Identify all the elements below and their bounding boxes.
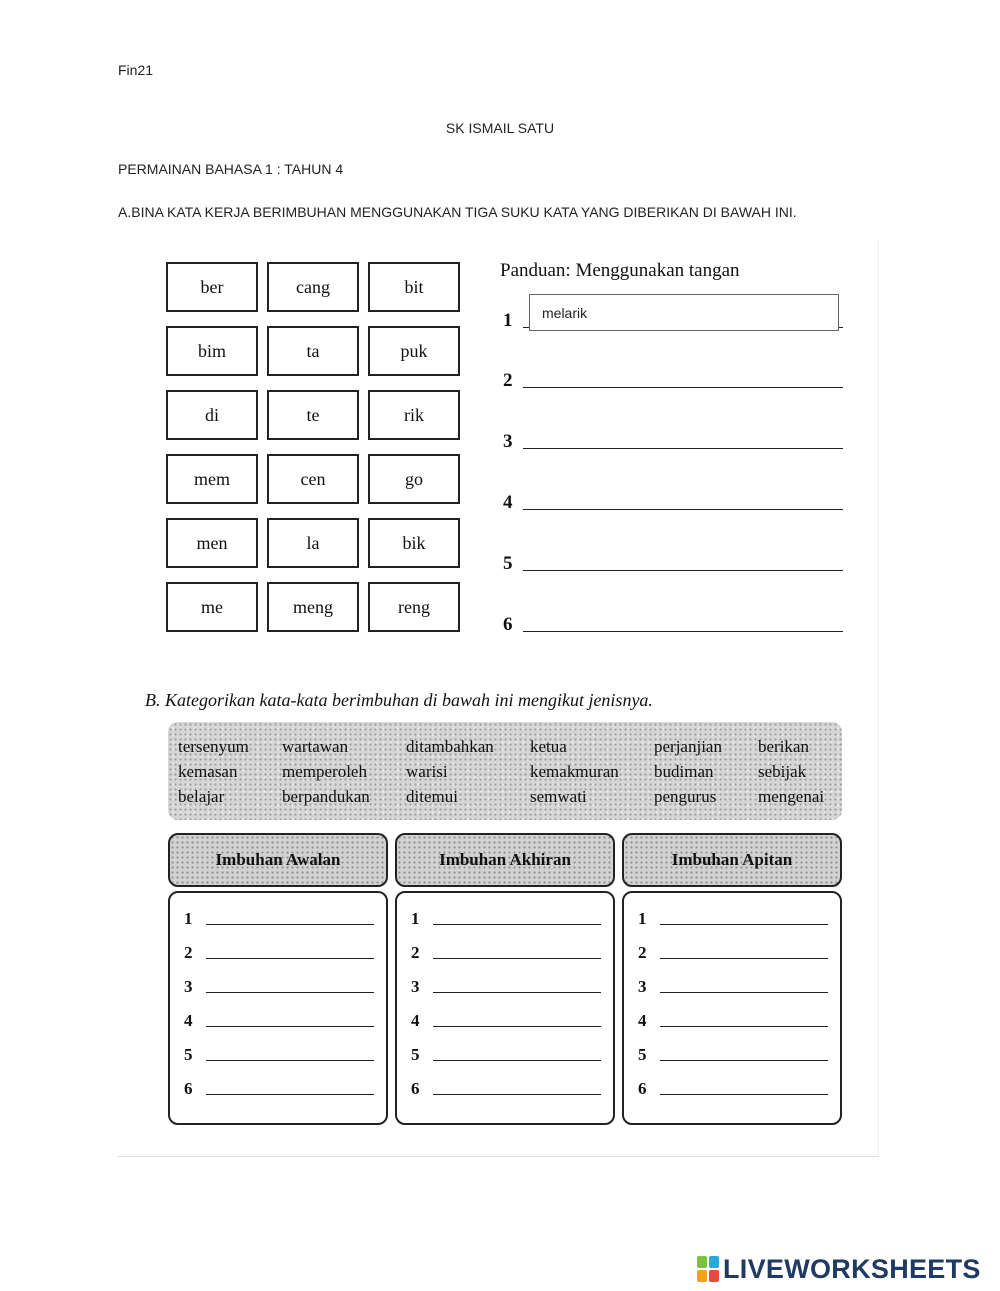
category-row[interactable] <box>411 1075 601 1099</box>
category-title: Imbuhan Akhiran <box>395 833 615 887</box>
row-number: 2 <box>638 943 647 962</box>
answer-row-2[interactable] <box>503 362 843 392</box>
row-line[interactable] <box>660 1094 828 1095</box>
row-line[interactable] <box>660 924 828 925</box>
category-row[interactable] <box>411 939 601 963</box>
word-bank-item: ditemui <box>406 787 458 806</box>
row-number: 1 <box>411 909 420 928</box>
row-line[interactable] <box>433 1094 601 1095</box>
syllable-box: ber <box>166 262 258 312</box>
row-number: 2 <box>184 943 193 962</box>
answer-number: 2 <box>503 370 513 391</box>
answer-number: 6 <box>503 614 513 635</box>
row-number: 5 <box>411 1045 420 1064</box>
row-line[interactable] <box>433 1026 601 1027</box>
row-number: 5 <box>638 1045 647 1064</box>
category-row[interactable] <box>411 1041 601 1065</box>
category-row[interactable] <box>184 1041 374 1065</box>
category-awalan <box>168 833 388 1125</box>
syllable-box: mem <box>166 454 258 504</box>
category-row[interactable] <box>184 939 374 963</box>
word-bank-item: tersenyum <box>178 737 249 756</box>
category-row[interactable] <box>638 1041 828 1065</box>
category-row[interactable] <box>638 973 828 997</box>
row-line[interactable] <box>660 1060 828 1061</box>
syllable-box: men <box>166 518 258 568</box>
row-line[interactable] <box>206 1094 374 1095</box>
syllable-grid <box>166 262 462 640</box>
word-bank-item: sebijak <box>758 762 807 781</box>
syllable-box: di <box>166 390 258 440</box>
row-line[interactable] <box>206 958 374 959</box>
category-row[interactable] <box>184 1075 374 1099</box>
row-line[interactable] <box>206 1026 374 1027</box>
instruction-a: A.BINA KATA KERJA BERIMBUHAN MENGGUNAKAN TIGA SUKU KATA YANG DIBERIKAN DI BAWAH INI. <box>118 204 797 220</box>
row-number: 6 <box>184 1079 193 1098</box>
row-number: 2 <box>411 943 420 962</box>
word-bank-item: perjanjian <box>654 737 722 756</box>
syllable-box: me <box>166 582 258 632</box>
row-number: 3 <box>411 977 420 996</box>
category-answer-box <box>395 891 615 1125</box>
word-bank-item: budiman <box>654 762 714 781</box>
logo-square <box>709 1256 719 1268</box>
row-line[interactable] <box>433 1060 601 1061</box>
row-number: 3 <box>184 977 193 996</box>
row-line[interactable] <box>433 992 601 993</box>
row-number: 1 <box>638 909 647 928</box>
row-line[interactable] <box>433 958 601 959</box>
row-number: 4 <box>184 1011 193 1030</box>
category-answer-box <box>622 891 842 1125</box>
category-akhiran <box>395 833 615 1125</box>
answer-row-4[interactable] <box>503 484 843 514</box>
word-bank-item: wartawan <box>282 737 349 756</box>
row-line[interactable] <box>206 992 374 993</box>
row-line[interactable] <box>206 1060 374 1061</box>
category-row[interactable] <box>638 905 828 929</box>
word-bank-item: kemakmuran <box>530 762 619 781</box>
word-bank <box>168 722 842 820</box>
row-number: 6 <box>411 1079 420 1098</box>
row-line[interactable] <box>433 924 601 925</box>
category-row[interactable] <box>184 1007 374 1031</box>
answer-line[interactable] <box>523 387 843 388</box>
word-bank-item: mengenai <box>758 787 825 806</box>
row-line[interactable] <box>660 958 828 959</box>
word-bank-item: berikan <box>758 737 809 756</box>
row-number: 5 <box>184 1045 193 1064</box>
row-number: 3 <box>638 977 647 996</box>
word-bank-item: ditambahkan <box>406 737 494 756</box>
syllable-box: rik <box>368 390 460 440</box>
logo-square <box>709 1270 719 1282</box>
worksheet-subtitle: PERMAINAN BAHASA 1 : TAHUN 4 <box>118 161 344 177</box>
syllable-box: bik <box>368 518 460 568</box>
row-number: 6 <box>638 1079 647 1098</box>
syllable-box: bim <box>166 326 258 376</box>
category-title: Imbuhan Apitan <box>622 833 842 887</box>
answer-line[interactable] <box>523 448 843 449</box>
syllable-box: bit <box>368 262 460 312</box>
category-row[interactable] <box>184 973 374 997</box>
category-row[interactable] <box>411 905 601 929</box>
row-number: 4 <box>638 1011 647 1030</box>
answer-line[interactable] <box>523 570 843 571</box>
answer-row-3[interactable] <box>503 423 843 453</box>
word-bank-item: semwati <box>530 787 587 806</box>
syllable-box: la <box>267 518 359 568</box>
row-number: 1 <box>184 909 193 928</box>
category-row[interactable] <box>638 939 828 963</box>
answer-number: 1 <box>503 310 513 331</box>
answer-number: 3 <box>503 431 513 452</box>
answer-1-input[interactable] <box>529 294 839 331</box>
word-bank-item: berpandukan <box>282 787 370 806</box>
author-label: Fin21 <box>118 62 154 78</box>
syllable-box: reng <box>368 582 460 632</box>
school-name: SK ISMAIL SATU <box>445 120 555 136</box>
syllable-box: puk <box>368 326 460 376</box>
category-row[interactable] <box>184 905 374 929</box>
logo-icon <box>697 1256 719 1282</box>
word-bank-item: warisi <box>406 762 448 781</box>
category-row[interactable] <box>638 1075 828 1099</box>
instruction-b: B. Kategorikan kata-kata berimbuhan di bawah ini mengikut jenisnya. <box>145 690 653 710</box>
word-bank-item: kemasan <box>178 762 238 781</box>
answer-row-6[interactable] <box>503 606 843 636</box>
answer-line[interactable] <box>523 509 843 510</box>
syllable-box: cang <box>267 262 359 312</box>
logo-square <box>697 1270 707 1282</box>
syllable-box: go <box>368 454 460 504</box>
row-line[interactable] <box>206 924 374 925</box>
logo-square <box>697 1256 707 1268</box>
category-row[interactable] <box>411 973 601 997</box>
liveworksheets-logo[interactable] <box>697 1254 981 1284</box>
syllable-box: ta <box>267 326 359 376</box>
row-line[interactable] <box>660 1026 828 1027</box>
word-bank-item: belajar <box>178 787 225 806</box>
category-row[interactable] <box>411 1007 601 1031</box>
word-bank-item: pengurus <box>654 787 717 806</box>
category-title: Imbuhan Awalan <box>168 833 388 887</box>
category-row[interactable] <box>638 1007 828 1031</box>
guide-text: Panduan: Menggunakan tangan <box>500 260 740 281</box>
category-answer-box <box>168 891 388 1125</box>
answer-number: 5 <box>503 553 513 574</box>
row-number: 4 <box>411 1011 420 1030</box>
category-apitan <box>622 833 842 1125</box>
syllable-box: cen <box>267 454 359 504</box>
answer-line[interactable] <box>523 631 843 632</box>
logo-text: LIVEWORKSHEETS <box>723 1253 981 1284</box>
word-bank-item: ketua <box>530 737 567 756</box>
syllable-box: meng <box>267 582 359 632</box>
syllable-box: te <box>267 390 359 440</box>
row-line[interactable] <box>660 992 828 993</box>
word-bank-item: memperoleh <box>282 762 367 781</box>
answer-number: 4 <box>503 492 513 513</box>
answer-row-5[interactable] <box>503 545 843 575</box>
